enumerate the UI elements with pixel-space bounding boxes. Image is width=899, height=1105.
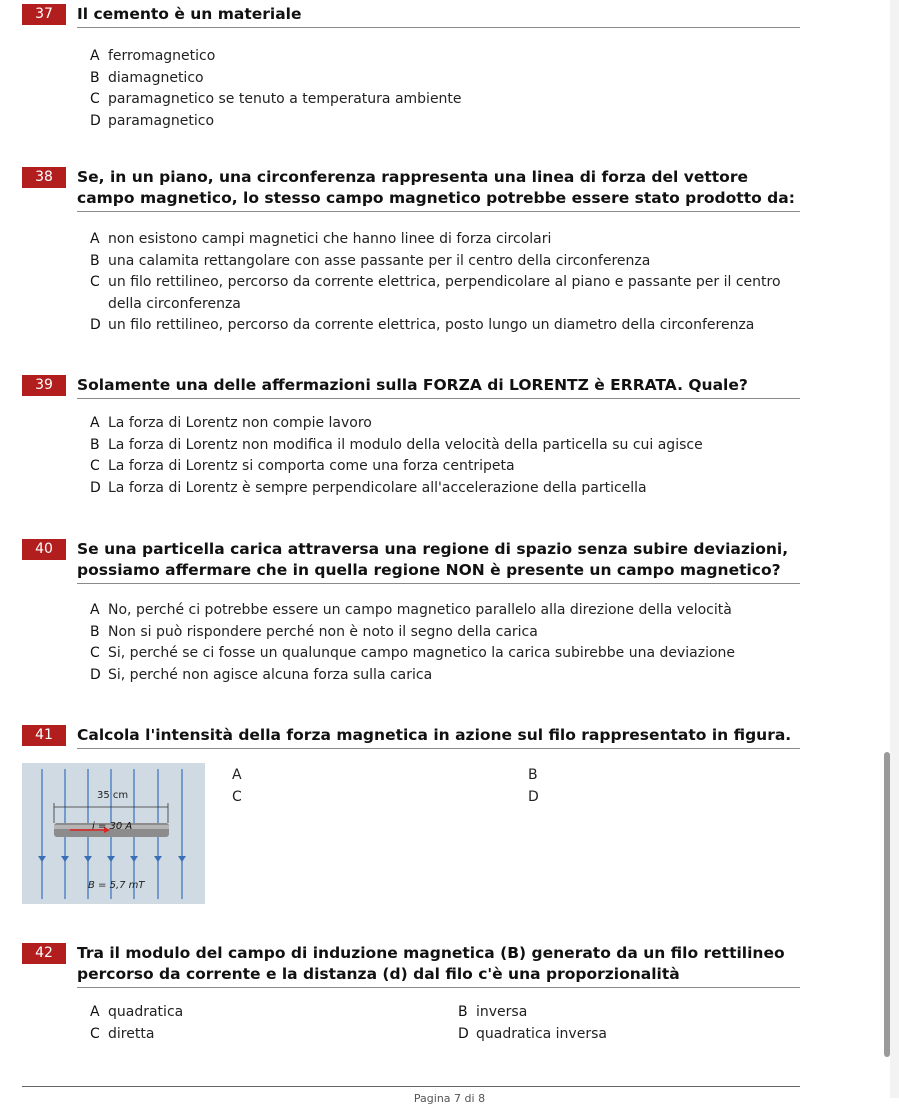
scrollbar-thumb[interactable] [884,752,890,1057]
question-text: Se una particella carica attraversa una regione di spazio senza subire deviazioni, possiamo affermare che in quella regione NON è presente un campo magnetico? [77,539,800,584]
option-letter: B [90,623,100,640]
question-37 [0,4,800,132]
option-c[interactable] [90,1024,458,1046]
question-header [0,375,800,399]
option-letter: A [90,1004,100,1020]
question-text: Il cemento è un materiale [77,4,800,28]
option-text: paramagnetico se tenuto a temperatura ambiente [108,91,462,107]
question-text: Tra il modulo del campo di induzione magnetica (B) generato da un filo rettilineo percorso da corrente e la distanza (d) dal filo c'è una proporzionalità [77,943,800,988]
option-letter: A [90,415,100,431]
option-text: La forza di Lorentz non modifica il modulo della velocità della particella su cui agisce [108,436,703,453]
option-text: Non si può rispondere perché non è noto il segno della carica [108,623,538,640]
question-header [0,539,800,584]
option-letter: D [90,317,101,333]
question-number-badge: 40 [22,539,66,560]
answer-a[interactable]: A [232,767,242,783]
page-footer: Pagina 7 di 8 [413,1092,486,1105]
option-d[interactable] [90,315,800,337]
option-text: No, perché ci potrebbe essere un campo magnetico parallelo alla direzione della velocità [108,602,732,618]
option-a[interactable] [90,600,800,622]
question-number-badge: 37 [22,4,66,25]
option-d[interactable] [458,1024,758,1046]
option-letter: D [90,112,101,129]
option-letter: A [90,48,100,64]
option-a[interactable] [90,46,800,68]
question-38 [0,167,800,337]
option-letter: B [458,1004,468,1020]
question-number-badge: 39 [22,375,66,396]
option-b[interactable] [90,68,800,90]
question-number-badge: 42 [22,943,66,964]
question-40 [0,539,800,686]
option-d[interactable] [90,111,800,133]
option-b[interactable] [90,435,800,457]
option-text: diamagnetico [108,69,204,86]
option-text: paramagnetico [108,112,215,129]
question-39 [0,375,800,499]
option-text: quadratica inversa [476,1025,607,1042]
option-d[interactable] [90,478,800,500]
option-letter: C [90,91,100,107]
answer-c[interactable]: C [232,789,242,805]
option-b[interactable] [90,251,800,273]
question-text: Se, in un piano, una circonferenza rappresenta una linea di forza del vettore campo magnetico, lo stesso campo magnetico potrebbe essere stato prodotto da: [77,167,800,212]
options-list [90,413,800,499]
option-text: inversa [476,1004,528,1020]
question-header [0,167,800,212]
question-header [0,4,800,28]
option-text: Si, perché se ci fosse un qualunque campo magnetico la carica subirebbe una deviazione [108,645,736,661]
option-text: La forza di Lorentz è sempre perpendicolare all'accelerazione della particella [108,479,647,496]
option-letter: C [90,1025,100,1042]
option-text: non esistono campi magnetici che hanno linee di forza circolari [108,231,552,247]
option-text: una calamita rettangolare con asse passante per il centro della circonferenza [108,252,651,269]
option-letter: D [90,479,101,496]
option-b[interactable] [90,622,800,644]
option-text: La forza di Lorentz non compie lavoro [108,415,372,431]
field-label: B = 5,7 mT [88,880,145,891]
question-header [0,725,800,749]
question-header [0,943,800,988]
option-a[interactable] [90,229,800,251]
option-c[interactable] [90,643,800,665]
option-c[interactable] [90,89,800,111]
question-text: Solamente una delle affermazioni sulla FORZA di LORENTZ è ERRATA. Quale? [77,375,800,399]
option-text: quadratica [108,1004,184,1020]
option-b[interactable] [458,1002,758,1024]
footer-divider [22,1086,800,1087]
current-label: i = 30 A [92,821,133,832]
options-list [90,600,800,686]
option-d[interactable] [90,665,800,687]
option-letter: B [90,436,100,453]
option-text: un filo rettilineo, percorso da corrente elettrica, perpendicolare al piano e passante per il centro della circonferenza [108,274,781,312]
option-letter: B [90,252,100,269]
question-text: Calcola l'intensità della forza magnetica in azione sul filo rappresentato in figura. [77,725,800,749]
option-letter: C [90,274,100,290]
option-text: Si, perché non agisce alcuna forza sulla carica [108,666,433,683]
option-letter: A [90,602,100,618]
wire-figure [22,763,205,904]
option-c[interactable] [90,456,800,478]
option-letter: A [90,231,100,247]
option-a[interactable] [90,413,800,435]
answer-d[interactable]: D [528,789,539,805]
scrollbar-track[interactable] [890,0,899,1098]
option-text: La forza di Lorentz si comporta come una forza centripeta [108,458,515,474]
options-grid [90,1002,800,1045]
options-list [90,46,800,132]
option-letter: D [458,1025,469,1042]
option-letter: C [90,458,100,474]
option-text: un filo rettilineo, percorso da corrente elettrica, posto lungo un diametro della circonferenza [108,317,755,333]
question-number-badge: 38 [22,167,66,188]
option-text: ferromagnetico [108,48,216,64]
option-letter: B [90,69,100,86]
question-number-badge: 41 [22,725,66,746]
length-label: 35 cm [97,790,129,801]
option-c[interactable] [90,272,800,315]
answer-b[interactable]: B [528,767,538,783]
option-a[interactable] [90,1002,458,1024]
option-letter: C [90,645,100,661]
option-text: diretta [108,1025,155,1042]
option-letter: D [90,666,101,683]
question-42 [0,943,800,1045]
question-41 [0,725,800,749]
options-list [90,229,800,337]
